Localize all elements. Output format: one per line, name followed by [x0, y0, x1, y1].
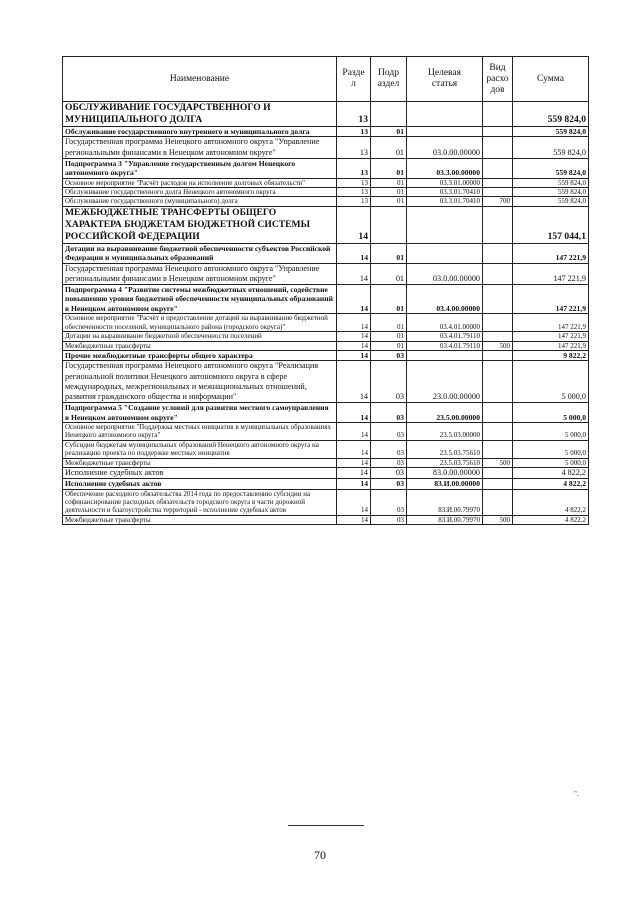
- table-body: [63, 102, 589, 525]
- row-vid-cell: [483, 178, 513, 187]
- row-razdel-cell: 14: [337, 285, 371, 314]
- row-vid-cell: [483, 285, 513, 314]
- table-row: [63, 361, 589, 403]
- header-name: Наименование: [63, 57, 337, 102]
- row-sum-cell: 147 221,9: [513, 263, 589, 284]
- row-razdel-cell: 13: [337, 197, 371, 206]
- table-row: [63, 332, 589, 341]
- row-name-cell: Обеспечение расходного обязательства 2014 года по предоставлению субсидии на софинансирование расходных обязательств городского округа в части дорожной деятельности и благоустройства территорий - исполнение судебных актов: [63, 489, 337, 515]
- row-sum-cell: 147 221,9: [513, 243, 589, 263]
- row-name-cell: Государственная программа Ненецкого автономного округа "Управление региональными финансами в Ненецком автономном округе": [63, 137, 337, 158]
- row-razdel-cell: 14: [337, 479, 371, 489]
- row-vid-cell: 500: [483, 458, 513, 467]
- table-row: [63, 188, 589, 197]
- row-podrazdel-cell: 01: [371, 243, 407, 263]
- row-article-cell: [407, 206, 483, 243]
- row-razdel-cell: 13: [337, 137, 371, 158]
- footer-rule: [288, 825, 364, 826]
- row-name-cell: Подпрограмма 4 "Развитие системы межбюджетных отношений, содействие повышению уровня бюджетной обеспеченности муниципальных образований в Ненецком автономном округе": [63, 285, 337, 314]
- row-name-cell: Межбюджетные трансферты: [63, 458, 337, 467]
- table-row: [63, 489, 589, 515]
- row-podrazdel-cell: 01: [371, 197, 407, 206]
- header-razdel: Разде л: [337, 57, 371, 102]
- table-row: [63, 206, 589, 243]
- table-row: [63, 137, 589, 158]
- row-sum-cell: 559 824,0: [513, 188, 589, 197]
- table-row: [63, 285, 589, 314]
- row-article-cell: 23.0.00.00000: [407, 361, 483, 403]
- row-article-cell: [407, 243, 483, 263]
- row-podrazdel-cell: 01: [371, 263, 407, 284]
- row-razdel-cell: 14: [337, 350, 371, 360]
- row-podrazdel-cell: 01: [371, 178, 407, 187]
- row-sum-cell: 5 000,0: [513, 403, 589, 423]
- row-podrazdel-cell: 01: [371, 127, 407, 137]
- table-row: [63, 440, 589, 458]
- budget-table-sheet: [62, 56, 588, 525]
- row-sum-cell: 9 822,2: [513, 350, 589, 360]
- row-name-cell: Обслуживание государственного внутреннего и муниципального долга: [63, 127, 337, 137]
- row-vid-cell: [483, 403, 513, 423]
- row-sum-cell: 4 822,2: [513, 479, 589, 489]
- table-row: [63, 422, 589, 440]
- row-razdel-cell: 14: [337, 489, 371, 515]
- row-razdel-cell: 14: [337, 515, 371, 524]
- row-podrazdel-cell: [371, 206, 407, 243]
- row-name-cell: Субсидии бюджетам муниципальных образований Ненецкого автономного округа на реализацию проекта по поддержке местных инициатив: [63, 440, 337, 458]
- row-name-cell: Основное мероприятие "Расчёт расходов на исполнение долговых обязательств": [63, 178, 337, 187]
- row-sum-cell: 157 044,1: [513, 206, 589, 243]
- row-name-cell: ОБСЛУЖИВАНИЕ ГОСУДАРСТВЕННОГО И МУНИЦИПАЛЬНОГО ДОЛГА: [63, 102, 337, 127]
- row-vid-cell: [483, 314, 513, 332]
- row-podrazdel-cell: 01: [371, 158, 407, 178]
- row-podrazdel-cell: 03: [371, 361, 407, 403]
- row-vid-cell: [483, 422, 513, 440]
- row-razdel-cell: 13: [337, 158, 371, 178]
- row-razdel-cell: 13: [337, 102, 371, 127]
- row-razdel-cell: 13: [337, 178, 371, 187]
- row-article-cell: 83.И.00.00000: [407, 479, 483, 489]
- row-article-cell: 23.5.03.00000: [407, 422, 483, 440]
- row-razdel-cell: 14: [337, 467, 371, 478]
- row-name-cell: Межбюджетные трансферты: [63, 515, 337, 524]
- row-vid-cell: [483, 188, 513, 197]
- row-sum-cell: 559 824,0: [513, 178, 589, 187]
- table-row: [63, 341, 589, 350]
- row-name-cell: Исполнение судебных актов: [63, 479, 337, 489]
- row-razdel-cell: 14: [337, 332, 371, 341]
- page-number: 70: [314, 848, 326, 862]
- header-article: Целевая статья: [407, 57, 483, 102]
- row-podrazdel-cell: 01: [371, 285, 407, 314]
- row-article-cell: 83.0.00.00000: [407, 467, 483, 478]
- row-sum-cell: 147 221,9: [513, 285, 589, 314]
- row-podrazdel-cell: 01: [371, 314, 407, 332]
- row-razdel-cell: 14: [337, 361, 371, 403]
- row-sum-cell: 4 822,2: [513, 515, 589, 524]
- row-podrazdel-cell: 03: [371, 479, 407, 489]
- row-article-cell: 03.4.01.00000: [407, 314, 483, 332]
- corner-mark: ".: [574, 790, 579, 798]
- row-vid-cell: [483, 158, 513, 178]
- row-article-cell: 03.3.01.00000: [407, 178, 483, 187]
- row-vid-cell: [483, 489, 513, 515]
- row-razdel-cell: 14: [337, 440, 371, 458]
- row-article-cell: 23.5.03.75610: [407, 458, 483, 467]
- row-article-cell: 23.5.00.00000: [407, 403, 483, 423]
- row-podrazdel-cell: 01: [371, 137, 407, 158]
- row-sum-cell: 5 000,0: [513, 422, 589, 440]
- row-article-cell: [407, 350, 483, 360]
- header-sum: Сумма: [513, 57, 589, 102]
- row-name-cell: Обслуживание государственного (муниципального) долга: [63, 197, 337, 206]
- table-row: [63, 314, 589, 332]
- row-vid-cell: 500: [483, 341, 513, 350]
- row-name-cell: Прочие межбюджетные трансферты общего характера: [63, 350, 337, 360]
- row-podrazdel-cell: 03: [371, 515, 407, 524]
- row-name-cell: Основное мероприятие "Поддержка местных инициатив в муниципальных образованиях Ненецкого автономного округа": [63, 422, 337, 440]
- row-podrazdel-cell: 03: [371, 440, 407, 458]
- row-sum-cell: 5 000,0: [513, 361, 589, 403]
- row-razdel-cell: 14: [337, 458, 371, 467]
- row-article-cell: [407, 102, 483, 127]
- table-row: [63, 263, 589, 284]
- row-vid-cell: [483, 243, 513, 263]
- row-vid-cell: [483, 332, 513, 341]
- table-row: [63, 515, 589, 524]
- row-vid-cell: [483, 350, 513, 360]
- row-sum-cell: 147 221,9: [513, 341, 589, 350]
- row-vid-cell: [483, 361, 513, 403]
- table-row: [63, 403, 589, 423]
- row-name-cell: Подпрограмма 5 "Создание условий для развития местного самоуправления в Ненецком автономном округе": [63, 403, 337, 423]
- header-podrazdel: Подр аздел: [371, 57, 407, 102]
- row-razdel-cell: 14: [337, 403, 371, 423]
- table-row: [63, 467, 589, 478]
- row-vid-cell: [483, 263, 513, 284]
- row-sum-cell: 559 824,0: [513, 137, 589, 158]
- table-row: [63, 102, 589, 127]
- row-podrazdel-cell: 03: [371, 403, 407, 423]
- row-article-cell: 23.5.03.75610: [407, 440, 483, 458]
- row-vid-cell: [483, 137, 513, 158]
- row-article-cell: 03.3.01.70410: [407, 197, 483, 206]
- row-article-cell: 03.3.00.00000: [407, 158, 483, 178]
- row-sum-cell: 5 000,0: [513, 440, 589, 458]
- row-name-cell: Обслуживание государственного долга Ненецкого автономного округа: [63, 188, 337, 197]
- row-razdel-cell: 14: [337, 263, 371, 284]
- row-podrazdel-cell: 03: [371, 458, 407, 467]
- row-vid-cell: [483, 440, 513, 458]
- row-article-cell: 83.И.00.79970: [407, 515, 483, 524]
- table-row: [63, 158, 589, 178]
- table-row: [63, 178, 589, 187]
- row-name-cell: Государственная программа Ненецкого автономного округа "Реализация региональной политики Ненецкого автономного округа в сфере международных, межрегиональных и межнациональных отношений, развития гражданского общества и информации": [63, 361, 337, 403]
- row-razdel-cell: 13: [337, 188, 371, 197]
- row-name-cell: Дотации на выравнивание бюджетной обеспеченности субъектов Российской Федерации и муниципальных образований: [63, 243, 337, 263]
- row-vid-cell: [483, 127, 513, 137]
- budget-table: [62, 56, 589, 525]
- row-article-cell: 83.И.00.79970: [407, 489, 483, 515]
- row-razdel-cell: 14: [337, 243, 371, 263]
- row-article-cell: 03.4.01.79110: [407, 332, 483, 341]
- row-vid-cell: [483, 102, 513, 127]
- row-razdel-cell: 14: [337, 206, 371, 243]
- table-row: [63, 479, 589, 489]
- row-sum-cell: 559 824,0: [513, 158, 589, 178]
- row-article-cell: 03.4.01.79110: [407, 341, 483, 350]
- row-name-cell: Подпрограмма 3 "Управление государственным долгом Ненецкого автономного округа": [63, 158, 337, 178]
- row-podrazdel-cell: 01: [371, 341, 407, 350]
- row-vid-cell: 500: [483, 515, 513, 524]
- row-vid-cell: 700: [483, 197, 513, 206]
- row-article-cell: 03.0.00.00000: [407, 137, 483, 158]
- row-article-cell: [407, 127, 483, 137]
- table-row: [63, 458, 589, 467]
- row-sum-cell: 5 000,0: [513, 458, 589, 467]
- row-name-cell: Основное мероприятие "Расчёт и предоставление дотаций на выравнивание бюджетной обеспеченности поселений, муниципального района (городского округа)": [63, 314, 337, 332]
- row-razdel-cell: 13: [337, 127, 371, 137]
- row-name-cell: Государственная программа Ненецкого автономного округа "Управление региональными финансами в Ненецком автономном округе": [63, 263, 337, 284]
- row-name-cell: Дотации на выравнивание бюджетной обеспеченности поселений: [63, 332, 337, 341]
- row-vid-cell: [483, 206, 513, 243]
- header-vid: Вид расхо дов: [483, 57, 513, 102]
- row-article-cell: 03.0.00.00000: [407, 263, 483, 284]
- row-article-cell: 03.3.01.70410: [407, 188, 483, 197]
- row-sum-cell: 559 824,0: [513, 102, 589, 127]
- table-header-row: [63, 57, 589, 102]
- row-name-cell: Исполнение судебных актов: [63, 467, 337, 478]
- row-podrazdel-cell: 03: [371, 489, 407, 515]
- row-name-cell: МЕЖБЮДЖЕТНЫЕ ТРАНСФЕРТЫ ОБЩЕГО ХАРАКТЕРА БЮДЖЕТАМ БЮДЖЕТНОЙ СИСТЕМЫ РОССИЙСКОЙ ФЕДЕРАЦИИ: [63, 206, 337, 243]
- row-sum-cell: 4 822,2: [513, 489, 589, 515]
- row-razdel-cell: 14: [337, 422, 371, 440]
- row-vid-cell: [483, 479, 513, 489]
- row-sum-cell: 559 824,0: [513, 197, 589, 206]
- table-row: [63, 197, 589, 206]
- table-row: [63, 127, 589, 137]
- row-podrazdel-cell: 03: [371, 350, 407, 360]
- row-vid-cell: [483, 467, 513, 478]
- table-row: [63, 243, 589, 263]
- row-podrazdel-cell: 03: [371, 422, 407, 440]
- row-article-cell: 03.4.00.00000: [407, 285, 483, 314]
- row-podrazdel-cell: 01: [371, 188, 407, 197]
- row-podrazdel-cell: 01: [371, 332, 407, 341]
- row-razdel-cell: 14: [337, 341, 371, 350]
- row-podrazdel-cell: [371, 102, 407, 127]
- row-razdel-cell: 14: [337, 314, 371, 332]
- row-sum-cell: 559 824,0: [513, 127, 589, 137]
- row-name-cell: Межбюджетные трансферты: [63, 341, 337, 350]
- row-sum-cell: 147 221,9: [513, 332, 589, 341]
- table-row: [63, 350, 589, 360]
- row-podrazdel-cell: 03: [371, 467, 407, 478]
- row-sum-cell: 4 822,2: [513, 467, 589, 478]
- row-sum-cell: 147 221,9: [513, 314, 589, 332]
